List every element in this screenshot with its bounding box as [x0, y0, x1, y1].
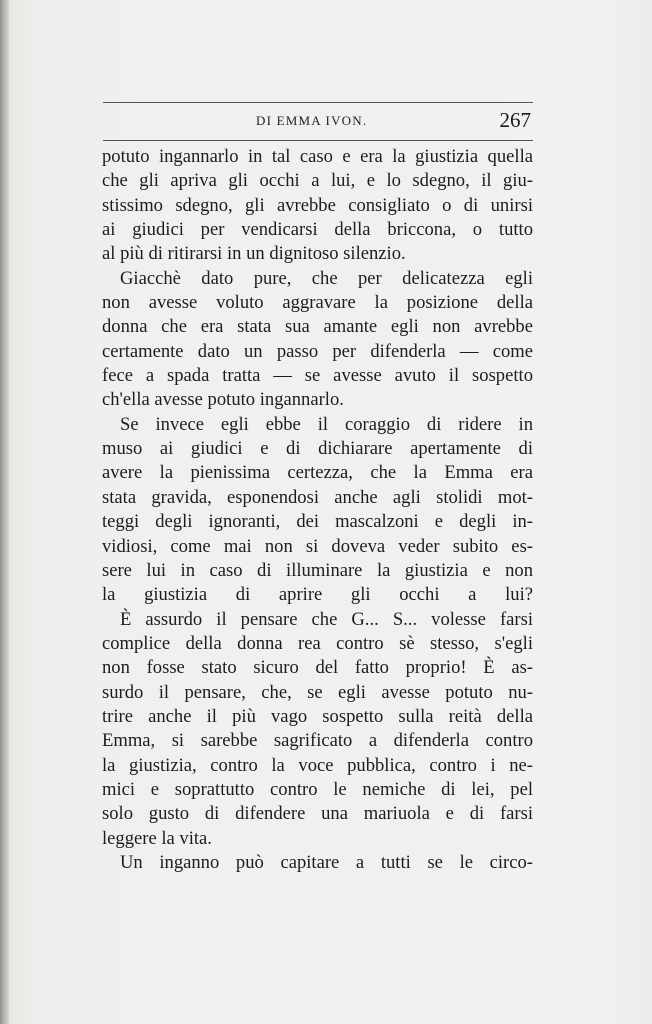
- text-line: stata gravida, esponendosi anche agli stolidi mot-: [102, 486, 533, 508]
- text-line: che gli apriva gli occhi a lui, e lo sdegno, il giu-: [102, 170, 533, 192]
- text-line: potuto ingannarlo in tal caso e era la giustizia quella: [102, 146, 533, 167]
- text-line: donna che era stata sua amante egli non avrebbe: [102, 316, 533, 338]
- text-line: complice della donna rea contro sè stesso, s'egli: [102, 632, 533, 654]
- text-line: È assurdo il pensare che G... S... volesse farsi: [120, 608, 533, 630]
- text-line: ai giudici per vendicarsi della briccona, o tutto: [102, 219, 533, 241]
- text-line: la giustizia, contro la voce pubblica, contro i ne-: [102, 754, 533, 776]
- text-line: avere la pienissima certezza, che la Emma era: [102, 462, 533, 484]
- text-line: mici e soprattutto contro le nemiche di lei, pel: [102, 778, 533, 800]
- page-header: [103, 106, 533, 136]
- text-line: trire anche il più vago sospetto sulla reità della: [102, 705, 533, 727]
- running-head: DI EMMA IVON.: [256, 113, 368, 128]
- text-line: solo gusto di difendere una mariuola e di farsi: [102, 803, 533, 825]
- text-line: Giacchè dato pure, che per delicatezza egli: [120, 267, 533, 289]
- text-line: ch'ella avesse potuto ingannarlo.: [102, 389, 344, 411]
- text-line: Emma, si sarebbe sagrificato a difenderla contro: [102, 730, 533, 752]
- page-number: 267: [499, 108, 531, 132]
- text-line: fece a spada tratta — se avesse avuto il sospetto: [102, 365, 533, 387]
- text-line: non avesse voluto aggravare la posizione della: [102, 292, 533, 314]
- spine-shadow: [0, 0, 9, 1024]
- text-line: surdo il pensare, che, se egli avesse potuto nu-: [102, 681, 533, 703]
- text-line: muso ai giudici e di dichiarare apertamente di: [102, 438, 533, 460]
- text-line: la giustizia di aprire gli occhi a lui?: [102, 584, 533, 606]
- text-line: certamente dato un passo per difenderla — come: [102, 340, 533, 362]
- text-line: vidiosi, come mai non si doveva veder subito es-: [102, 535, 533, 557]
- header-rule-bottom: [103, 140, 533, 141]
- text-line: stissimo sdegno, gli avrebbe consigliato o di unirsi: [102, 194, 533, 216]
- text-line: sere lui in caso di illuminare la giustizia e non: [102, 559, 533, 581]
- header-rule-top: [103, 102, 533, 103]
- text-line: Se invece egli ebbe il coraggio di ridere in: [120, 413, 533, 435]
- text-line: al più di ritirarsi in un dignitoso silenzio.: [102, 243, 406, 265]
- text-line: teggi degli ignoranti, dei mascalzoni e degli in-: [102, 511, 533, 533]
- text-line: leggere la vita.: [102, 827, 212, 849]
- text-line: Un inganno può capitare a tutti se le circo-: [120, 851, 533, 873]
- text-line: non fosse stato sicuro del fatto proprio! È as-: [102, 657, 533, 679]
- body-text: [102, 145, 533, 875]
